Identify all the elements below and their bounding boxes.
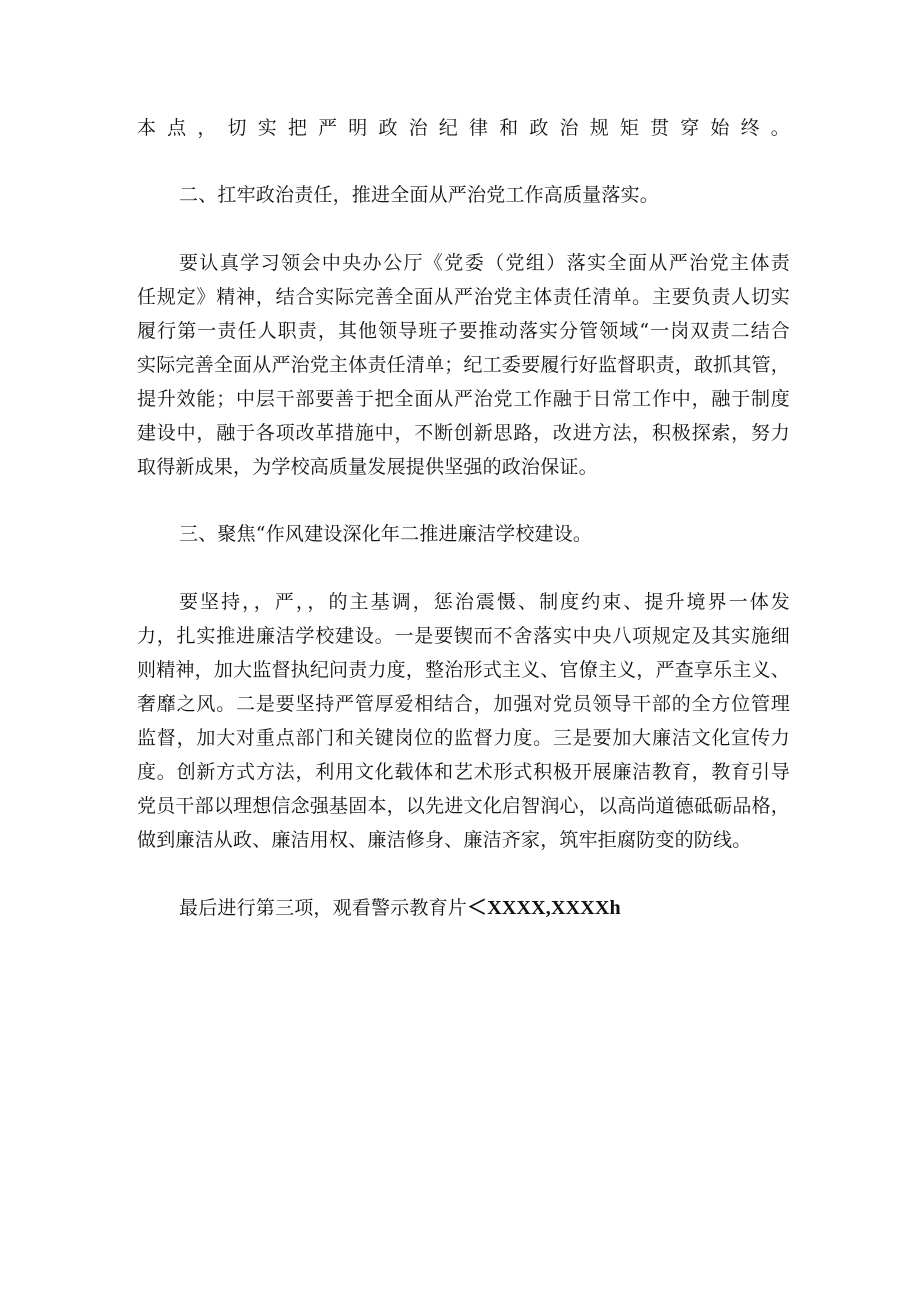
paragraph-2-line: 履行第一责任人职责，其他领导班子要推动落实分管领域“一岗双责二结合 [137,320,790,342]
paragraph-3-line: 力，扎实推进廉洁学校建设。一是要锲而不舍落实中央八项规定及其实施细 [137,625,790,647]
paragraph-3-line: 度。创新方式方法，利用文化载体和艺术形式积极开展廉洁教育，教育引导 [137,761,790,783]
paragraph-3-line: 做到廉洁从政、廉洁用权、廉洁修身、廉洁齐家，筑牢拒腐防变的防线。 [137,829,752,851]
continuation-line: 本点，切实把严明政治纪律和政治规矩贯穿始终。 [137,117,790,139]
paragraph-3-line: 监督，加大对重点部门和关键岗位的监督力度。三是要加大廉洁文化宣传力 [137,727,790,749]
paragraph-2-line: 实际完善全面从严治党主体责任清单；纪工委要履行好监督职责，敢抓其管， [137,354,790,376]
video-title-placeholder: ＜XXXX,XXXXh [467,897,621,919]
paragraph-3-line: 党员干部以理想信念强基固本，以先进文化启智润心，以高尚道德砥砺品格， [137,795,790,817]
paragraph-2-line: 提升效能；中层干部要善于把全面从严治党工作融于日常工作中，融于制度 [137,388,790,410]
paragraph-2-line: 建设中，融于各项改革措施中，不断创新思路，改进方法，积极探索，努力 [137,422,790,444]
paragraph-3-line: 则精神，加大监督执纪问责力度，整治形式主义、官僚主义，严查享乐主义、 [137,659,790,681]
paragraph-2-line: 取得新成果，为学校高质量发展提供坚强的政治保证。 [137,456,598,478]
paragraph-2-line: 任规定》精神，结合实际完善全面从严治党主体责任清单。主要负责人切实 [137,286,790,308]
paragraph-2-line: 要认真学习领会中央办公厅《党委（党组）落实全面从严治党主体责 [179,252,790,274]
section-heading-2: 二、扛牢政治责任，推进全面从严治党工作高质量落实。 [179,184,660,206]
paragraph-3-line: 要坚持，，严，，的主基调，惩治震慑、制度约束、提升境界一体发 [179,591,790,613]
closing-text: 最后进行第三项，观看警示教育片 [179,897,468,919]
section-heading-3: 三、聚焦“作风建设深化年二推进廉洁学校建设。 [179,523,593,545]
paragraph-3-line: 奢靡之风。二是要坚持严管厚爱相结合，加强对党员领导干部的全方位管理 [137,693,790,715]
closing-line [179,891,790,925]
